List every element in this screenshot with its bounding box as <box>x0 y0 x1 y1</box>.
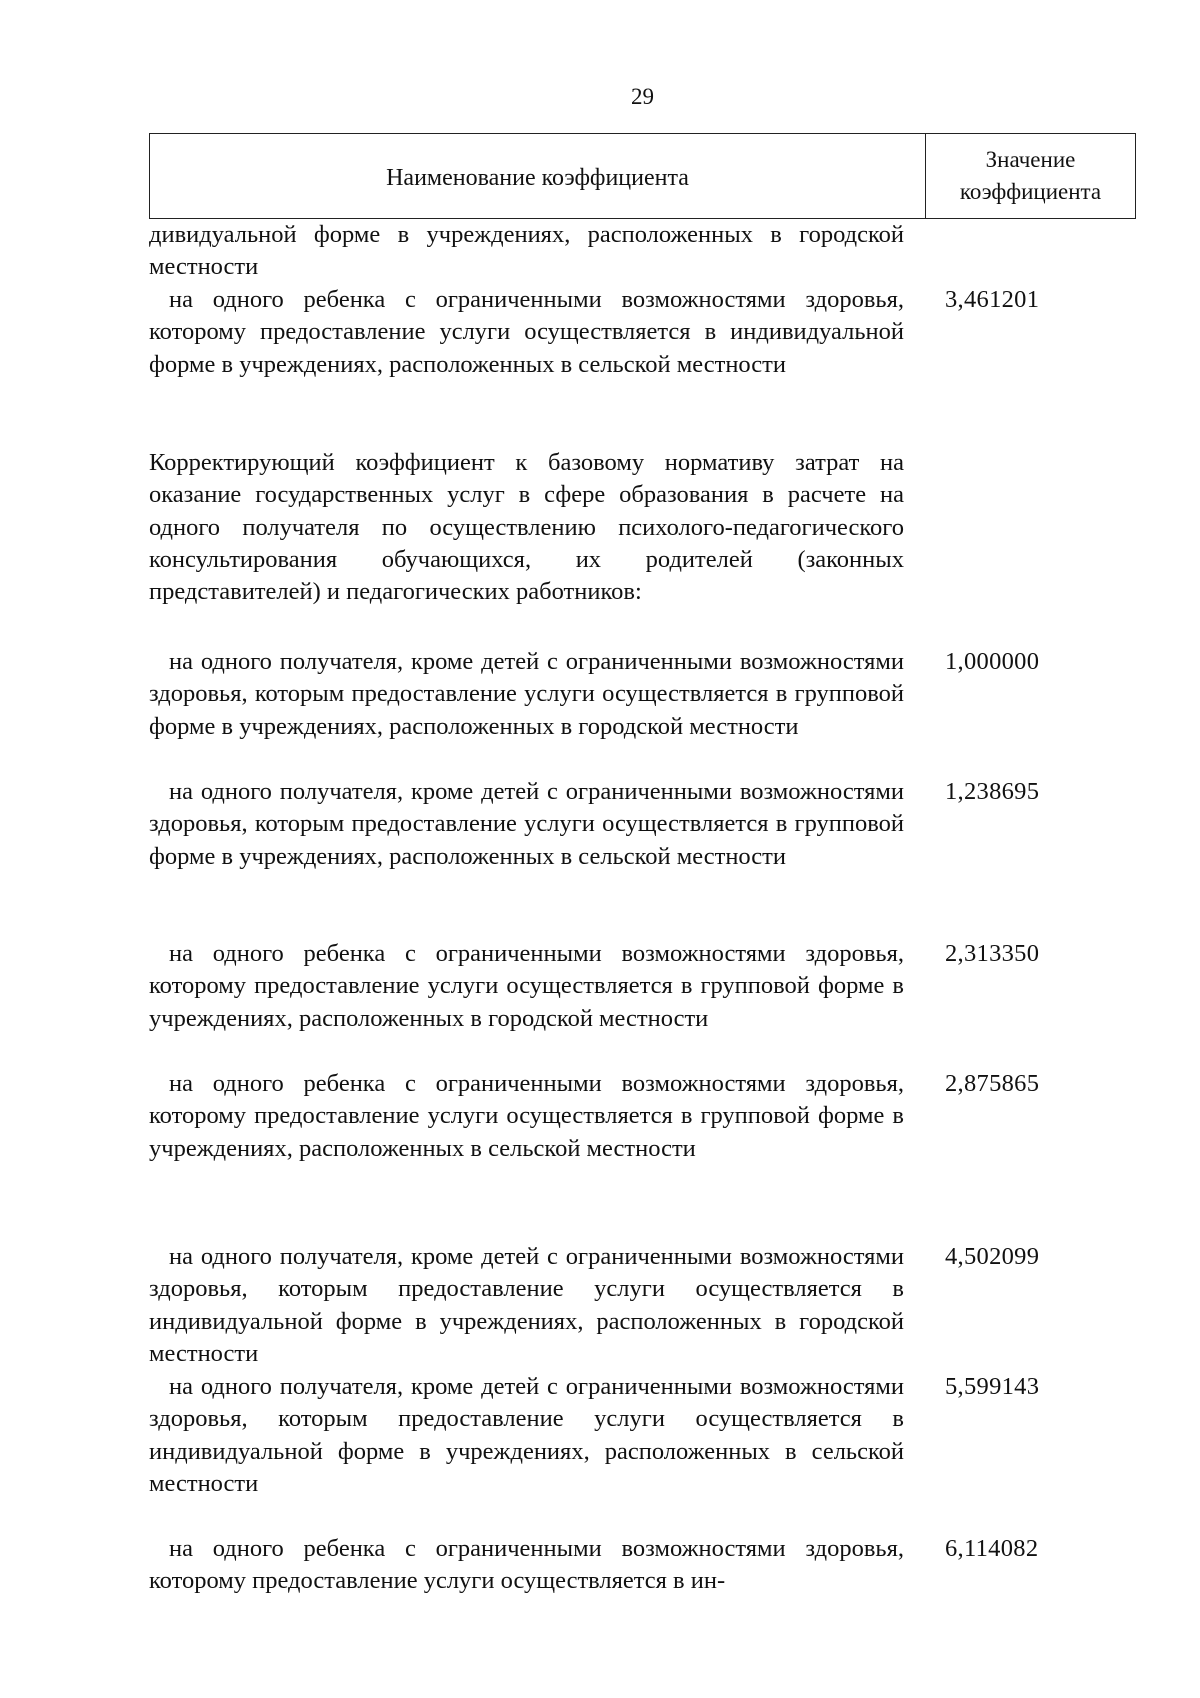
coefficient-value: 4,502099 <box>945 1243 1040 1270</box>
coefficient-value-column-header <box>926 134 1135 218</box>
entry-text: на одного получателя, кроме детей с ограниченными возможностями здоровья, которым предоставление услуги осуществляется в индивидуальной форме в учреждениях, расположенных в городской местности <box>149 1243 904 1367</box>
section-paragraph <box>149 447 904 608</box>
entry-8 <box>149 1371 904 1500</box>
entry-4 <box>149 776 904 873</box>
entry-text: на одного получателя, кроме детей с ограниченными возможностями здоровья, которым предоставление услуги осуществляется в групповой форме в учреждениях, расположенных в сельской местности <box>149 778 904 870</box>
coefficient-value: 3,461201 <box>945 286 1040 313</box>
coefficient-value: 1,000000 <box>945 648 1040 675</box>
entry-text: на одного ребенка с ограниченными возможностями здоровья, которому предоставление услуги осуществляется в индивидуальной форме в учреждениях, расположенных в сельской местности <box>149 286 904 378</box>
entry-text: на одного ребенка с ограниченными возможностями здоровья, которому предоставление услуги осуществляется в групповой форме в учреждениях, расположенных в сельской местности <box>149 1070 904 1162</box>
coefficient-value: 2,875865 <box>945 1070 1040 1097</box>
entry-5 <box>149 938 904 1035</box>
entry-text: дивидуальной форме в учреждениях, расположенных в городской местности <box>149 221 904 281</box>
entry-text: на одного получателя, кроме детей с ограниченными возможностями здоровья, которым предоставление услуги осуществляется в групповой форме в учреждениях, расположенных в городской местности <box>149 648 904 740</box>
table-header <box>149 133 1136 219</box>
entry-text: на одного получателя, кроме детей с ограниченными возможностями здоровья, которым предоставление услуги осуществляется в индивидуальной форме в учреждениях, расположенных в сельской местности <box>149 1373 904 1497</box>
value-header-line2: коэффициента <box>959 179 1102 204</box>
entry-3 <box>149 646 904 743</box>
entry-text: на одного ребенка с ограниченными возможностями здоровья, которому предоставление услуги осуществляется в групповой форме в учреждениях, расположенных в городской местности <box>149 940 904 1032</box>
entry-text: Корректирующий коэффициент к базовому нормативу затрат на оказание государственных услуг в сфере образования в расчете на одного получателя по осуществлению психолого-педагогического консультирования обучающихся, их родителей (законных представителей) и педагогических работников: <box>149 449 904 606</box>
entry-text: на одного ребенка с ограниченными возможностями здоровья, которому предоставление услуги осуществляется в ин- <box>149 1535 904 1595</box>
coefficient-name-column-header: Наименование коэффициента <box>150 134 926 218</box>
entry-1 <box>149 284 904 381</box>
page-number: 29 <box>631 84 654 109</box>
coefficient-value: 2,313350 <box>945 940 1040 967</box>
coefficient-value: 1,238695 <box>945 778 1040 805</box>
entry-continuation <box>149 219 904 284</box>
entry-7 <box>149 1241 904 1370</box>
coefficient-value: 6,114082 <box>945 1535 1039 1562</box>
entry-6 <box>149 1068 904 1165</box>
coefficient-value: 5,599143 <box>945 1373 1040 1400</box>
value-header-line1: Значение <box>985 147 1076 172</box>
entry-9 <box>149 1533 904 1598</box>
